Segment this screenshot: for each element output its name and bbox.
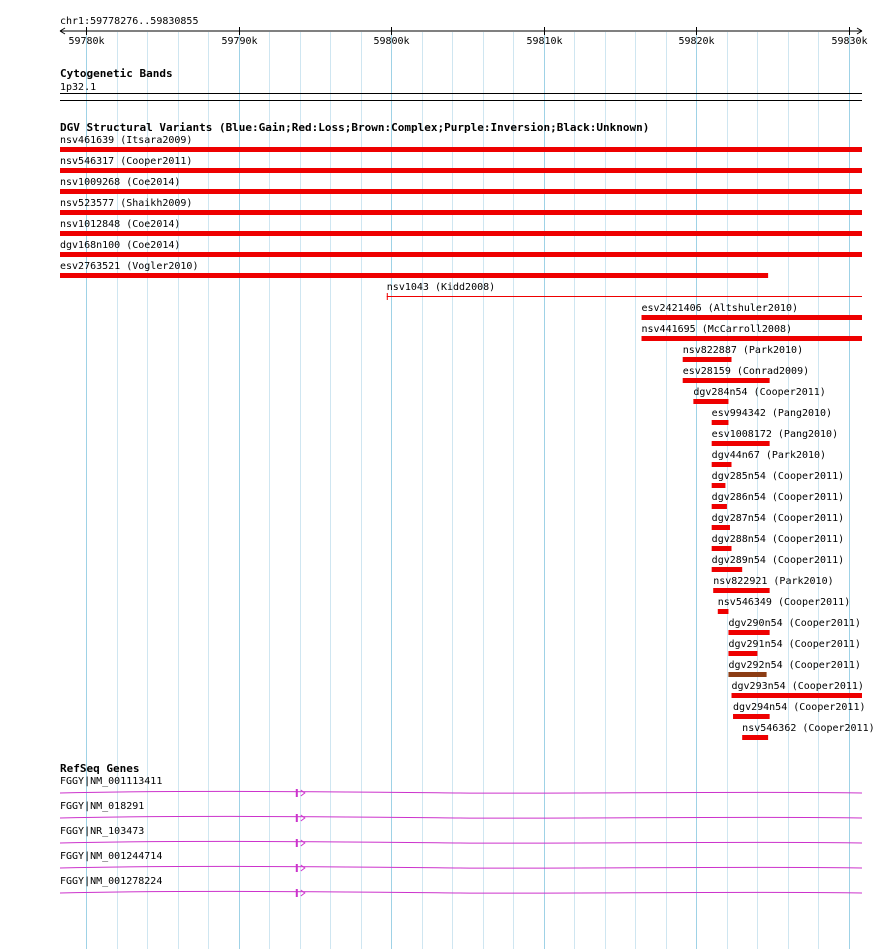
strand-arrow-icon [301, 790, 305, 796]
dgv-feature-bar [712, 420, 729, 425]
dgv-feature-label: dgv291n54 (Cooper2011) [728, 639, 861, 650]
dgv-feature[interactable] [60, 156, 862, 173]
dgv-feature-bar [60, 273, 768, 278]
dgv-feature[interactable] [683, 345, 803, 362]
dgv-feature[interactable] [732, 681, 864, 698]
dgv-feature[interactable] [642, 303, 862, 320]
dgv-feature-bar [60, 252, 862, 257]
dgv-feature[interactable] [712, 534, 844, 551]
ruler-tick-label: 59830k [831, 36, 868, 47]
dgv-feature-bar [60, 168, 862, 173]
transcript-intron-line [60, 841, 862, 843]
dgv-feature-label: nsv546317 (Cooper2011) [60, 156, 193, 167]
transcript-intron-line [60, 791, 862, 793]
dgv-feature-label: dgv293n54 (Cooper2011) [731, 681, 864, 692]
dgv-feature[interactable] [60, 177, 862, 194]
dgv-feature-bar [742, 735, 768, 740]
cytoband-bottom-line [60, 100, 862, 101]
dgv-feature-label: dgv168n100 (Coe2014) [60, 240, 181, 251]
dgv-feature[interactable] [728, 639, 860, 656]
dgv-feature-label: esv2421406 (Altshuler2010) [641, 303, 799, 314]
transcript-label: FGGY|NR_103473 [60, 826, 145, 837]
transcript-exon [296, 889, 298, 897]
dgv-feature-bar [60, 147, 862, 152]
refseq-transcript[interactable] [60, 776, 862, 797]
dgv-feature[interactable] [712, 450, 826, 467]
dgv-feature-bar [712, 504, 727, 509]
dgv-features [60, 135, 875, 740]
dgv-feature-bar [732, 693, 862, 698]
transcript-label: FGGY|NM_001278224 [60, 876, 163, 887]
dgv-feature-bar [718, 609, 729, 614]
dgv-feature[interactable] [712, 513, 844, 530]
ruler-tick-label: 59790k [221, 36, 258, 47]
transcript-exon [296, 789, 298, 797]
dgv-feature[interactable] [642, 324, 862, 341]
refseq-genes-track [60, 762, 862, 897]
dgv-feature-label: nsv1012848 (Coe2014) [60, 219, 181, 230]
dgv-feature-bar [712, 567, 743, 572]
dgv-feature-label: nsv822887 (Park2010) [682, 345, 804, 356]
dgv-feature[interactable] [712, 492, 844, 509]
strand-arrow-icon [301, 840, 305, 846]
refseq-transcript[interactable] [60, 801, 862, 822]
refseq-track-title: RefSeq Genes [60, 762, 140, 775]
refseq-transcript[interactable] [60, 876, 862, 897]
dgv-feature[interactable] [742, 723, 874, 740]
dgv-feature-label: esv28159 (Conrad2009) [682, 366, 810, 377]
dgv-feature-bar [712, 462, 732, 467]
transcript-intron-line [60, 891, 862, 893]
dgv-feature-bar [728, 672, 766, 677]
dgv-feature-label: esv1008172 (Pang2010) [711, 429, 839, 440]
dgv-feature[interactable] [60, 261, 768, 278]
dgv-structural-variants-track [60, 121, 875, 740]
dgv-feature-label: esv994342 (Pang2010) [711, 408, 833, 419]
dgv-feature-bar [728, 651, 757, 656]
dgv-feature[interactable] [718, 597, 850, 614]
dgv-feature[interactable] [683, 366, 809, 383]
dgv-feature-label: nsv1043 (Kidd2008) [386, 282, 496, 293]
dgv-feature-bar [60, 189, 862, 194]
dgv-feature[interactable] [60, 198, 862, 215]
dgv-feature-label: dgv286n54 (Cooper2011) [711, 492, 845, 503]
dgv-feature-label: dgv292n54 (Cooper2011) [728, 660, 861, 671]
dgv-feature-label: nsv546362 (Cooper2011) [742, 723, 875, 734]
strand-arrow-icon [301, 815, 305, 821]
dgv-feature-label: nsv441695 (McCarroll2008) [641, 324, 793, 335]
transcript-exon [296, 839, 298, 847]
strand-arrow-icon [301, 890, 305, 896]
dgv-feature-bar [642, 315, 862, 320]
cytoband-top-line [60, 93, 862, 94]
dgv-feature-bar [693, 399, 728, 404]
dgv-feature-label: nsv1009268 (Coe2014) [60, 177, 181, 188]
refseq-transcripts [60, 776, 862, 897]
dgv-feature-bar [60, 210, 862, 215]
cytoband-track-title: Cytogenetic Bands [60, 67, 173, 80]
transcript-exon [296, 864, 298, 872]
dgv-feature-label: dgv294n54 (Cooper2011) [733, 702, 866, 713]
ruler-tick-label: 59780k [68, 36, 105, 47]
dgv-feature-label: nsv822921 (Park2010) [713, 576, 834, 587]
dgv-feature[interactable] [728, 660, 860, 677]
dgv-feature[interactable] [712, 555, 844, 572]
dgv-feature[interactable] [60, 135, 862, 152]
dgv-feature-bar [712, 483, 726, 488]
dgv-feature-bar [712, 546, 732, 551]
dgv-feature-bar [728, 630, 769, 635]
dgv-feature[interactable] [60, 240, 862, 257]
coordinate-range-label: chr1:59778276..59830855 [60, 16, 199, 27]
dgv-feature-bar [712, 525, 730, 530]
ruler-tick-label: 59820k [678, 36, 715, 47]
transcript-intron-line [60, 866, 862, 868]
transcript-label: FGGY|NM_001113411 [60, 776, 163, 787]
dgv-feature-bar [60, 231, 862, 236]
cytoband-label: 1p32.1 [60, 82, 97, 93]
dgv-feature-label: dgv285n54 (Cooper2011) [711, 471, 845, 482]
dgv-feature-label: dgv290n54 (Cooper2011) [728, 618, 861, 629]
dgv-feature[interactable] [728, 618, 860, 635]
dgv-feature[interactable] [712, 471, 844, 488]
dgv-feature-bar [683, 378, 770, 383]
dgv-feature-bar [642, 336, 862, 341]
dgv-feature-label: dgv287n54 (Cooper2011) [711, 513, 845, 524]
dgv-feature-label: esv2763521 (Vogler2010) [60, 261, 199, 272]
refseq-transcript[interactable] [60, 826, 862, 847]
dgv-feature-label: dgv289n54 (Cooper2011) [711, 555, 845, 566]
dgv-feature-label: nsv546349 (Cooper2011) [717, 597, 851, 608]
dgv-feature[interactable] [712, 408, 832, 425]
dgv-feature-label: dgv288n54 (Cooper2011) [711, 534, 845, 545]
dgv-feature-bar [733, 714, 770, 719]
transcript-intron-line [60, 816, 862, 818]
ruler-tick-label: 59810k [526, 36, 563, 47]
dgv-track-title: DGV Structural Variants (Blue:Gain;Red:Loss;Brown:Complex;Purple:Inversion;Black:Unknown) [60, 121, 650, 134]
dgv-feature-label: nsv461639 (Itsara2009) [60, 135, 193, 146]
coordinate-ruler [60, 16, 868, 47]
dgv-feature[interactable] [693, 387, 825, 404]
ruler-ticks [60, 27, 868, 47]
transcript-label: FGGY|NM_018291 [60, 801, 145, 812]
dgv-feature-label: dgv284n54 (Cooper2011) [693, 387, 826, 398]
dgv-feature[interactable] [713, 576, 833, 593]
cytoband-track [60, 67, 862, 101]
dgv-feature-bar [713, 588, 769, 593]
dgv-feature[interactable] [60, 219, 862, 236]
transcript-label: FGGY|NM_001244714 [60, 851, 163, 862]
dgv-feature-bar [683, 357, 732, 362]
refseq-transcript[interactable] [60, 851, 862, 872]
dgv-feature-bar [712, 441, 770, 446]
dgv-feature[interactable] [712, 429, 838, 446]
ruler-tick-label: 59800k [373, 36, 410, 47]
dgv-feature[interactable] [387, 282, 862, 300]
strand-arrow-icon [301, 865, 305, 871]
dgv-feature-label: nsv523577 (Shaikh2009) [60, 198, 193, 209]
dgv-feature-label: dgv44n67 (Park2010) [711, 450, 827, 461]
dgv-feature[interactable] [733, 702, 865, 719]
transcript-exon [296, 814, 298, 822]
